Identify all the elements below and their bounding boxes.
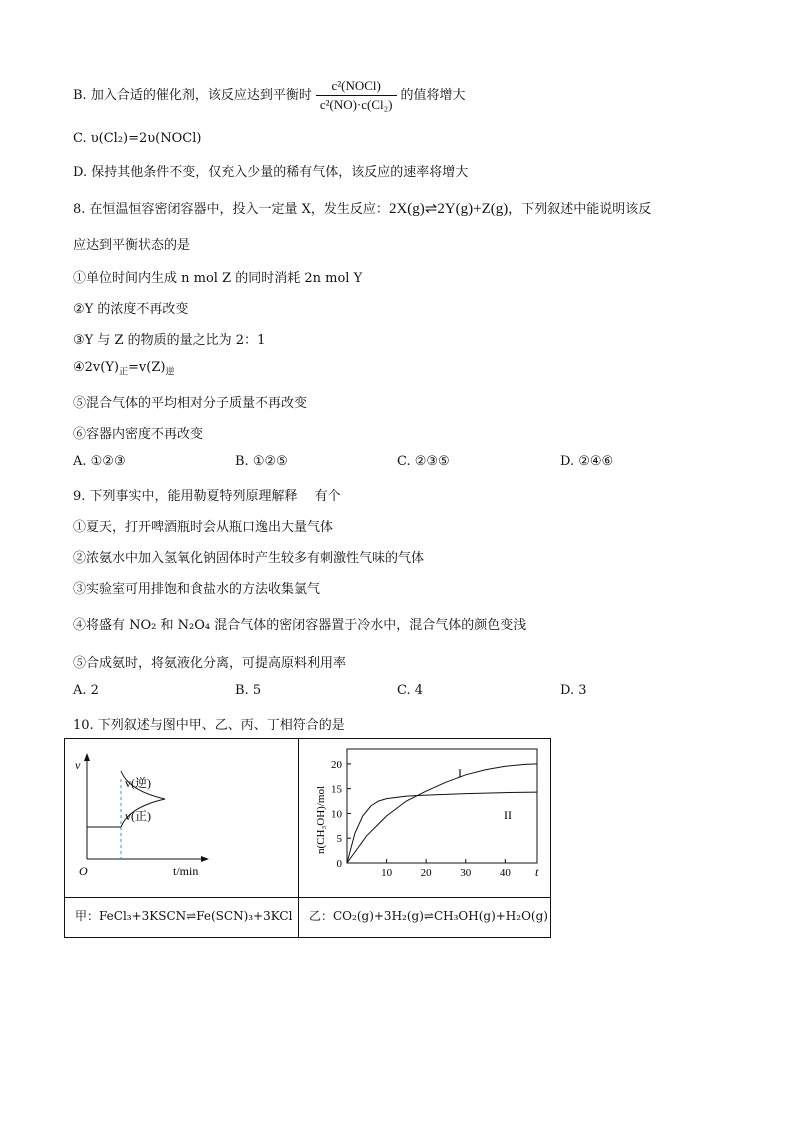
jia-y-label: v — [75, 758, 81, 772]
graph-yi — [299, 739, 551, 896]
jia-origin: O — [79, 864, 88, 878]
graph-table — [64, 738, 551, 938]
q8-stem — [73, 198, 651, 218]
yi-y-tick-label: 5 — [336, 833, 342, 846]
fraction-numerator: c²(NOCl) — [316, 78, 397, 96]
q9-stem: 9. 下列事实中，能用勒夏特列原理解释 有个 — [73, 489, 341, 504]
jia-y-arrow — [84, 753, 90, 761]
option-b-prefix: B. 加入合适的催化剂，该反应达到平衡时 — [73, 88, 312, 103]
jia-x-arrow — [201, 856, 209, 862]
yi-label-II: II — [504, 808, 512, 822]
graph-jia — [65, 739, 297, 896]
jia-caption: 甲：FeCl₃+3KSCN⇌Fe(SCN)₃+3KCl — [75, 909, 293, 923]
q8-option-c[interactable]: C. ②③⑤ — [397, 454, 450, 469]
option-c: C. υ(Cl₂)=2υ(NOCl) — [73, 131, 202, 146]
yi-x-tick-label: 20 — [420, 867, 432, 879]
q8-equation: 2X(g)⇌2Y(g)+Z(g) — [388, 201, 509, 217]
yi-ticks — [331, 759, 511, 879]
q8-option-d[interactable]: D. ②④⑥ — [560, 454, 614, 469]
option-b — [73, 78, 466, 113]
yi-x-tick-label: 30 — [460, 867, 472, 879]
q8-stem-cont: 应达到平衡状态的是 — [73, 238, 191, 253]
option-b-suffix: 的值将增大 — [400, 88, 466, 103]
q9-option-b[interactable]: B. 5 — [235, 683, 262, 698]
q8-stem-b: ，下列叙述中能说明该反 — [508, 202, 652, 217]
q8-item-4: $④2v(Y)_正=v(Z)_逆$ — [73, 360, 175, 378]
yi-y-tick-label: 10 — [331, 808, 342, 821]
jia-label-reverse: v(逆) — [125, 776, 151, 790]
q8-stem-a: 8. 在恒温恒容密闭容器中，投入一定量 X，发生反应： — [73, 202, 389, 217]
q8-item-5: ⑤混合气体的平均相对分子质量不再改变 — [73, 396, 308, 411]
yi-y-label: n(CH₃OH)/mol — [315, 786, 327, 854]
yi-x-tick-label: 40 — [499, 867, 511, 879]
q8-item-3: ③Y 与 Z 的物质的量之比为 2：1 — [73, 333, 266, 348]
q9-option-a[interactable]: A. 2 — [73, 683, 99, 698]
fraction-denominator: c²(NO)·c(Cl₂) — [319, 97, 393, 112]
yi-y-tick-label: 0 — [336, 858, 342, 870]
jia-label-forward: v(正) — [125, 809, 151, 823]
yi-y-tick-label: 15 — [331, 783, 342, 796]
q8-item-1: ①单位时间内生成 n mol Z 的同时消耗 2n mol Y — [73, 271, 363, 286]
yi-x-tick-label: 10 — [381, 867, 393, 879]
yi-y-tick-label: 20 — [331, 758, 342, 771]
q8-item-6: ⑥容器内密度不再改变 — [73, 427, 204, 442]
q9-option-c[interactable]: C. 4 — [397, 683, 424, 698]
yi-x-label: t — [535, 865, 539, 879]
q9-item-3: ③实验室可用排饱和食盐水的方法收集氯气 — [73, 582, 321, 597]
q9-item-4: ④将盛有 NO₂ 和 N₂O₄ 混合气体的密闭容器置于冷水中，混合气体的颜色变浅 — [73, 618, 527, 633]
table-divider-horizontal — [65, 897, 550, 898]
q9-option-d[interactable]: D. 3 — [560, 683, 587, 698]
q10-stem: 10. 下列叙述与图中甲、乙、丙、丁相符合的是 — [73, 718, 345, 733]
q8-item-2: ②Y 的浓度不再改变 — [73, 302, 189, 317]
option-d: D. 保持其他条件不变，仅充入少量的稀有气体，该反应的速率将增大 — [73, 165, 469, 180]
q9-item-2: ②浓氨水中加入氢氧化钠固体时产生较多有刺激性气味的气体 — [73, 551, 425, 566]
q8-option-b[interactable]: B. ①②⑤ — [235, 454, 288, 469]
jia-x-label: t/min — [173, 864, 199, 878]
yi-caption: 乙：CO₂(g)+3H₂(g)⇌CH₃OH(g)+H₂O(g) — [309, 909, 548, 923]
q9-item-1: ①夏天，打开啤酒瓶时会从瓶口逸出大量气体 — [73, 520, 334, 535]
yi-label-I: I — [458, 766, 462, 780]
q9-item-5: ⑤合成氨时，将氨液化分离，可提高原料利用率 — [73, 656, 347, 671]
q8-option-a[interactable]: A. ①②③ — [73, 454, 126, 469]
equilibrium-fraction — [316, 78, 397, 113]
